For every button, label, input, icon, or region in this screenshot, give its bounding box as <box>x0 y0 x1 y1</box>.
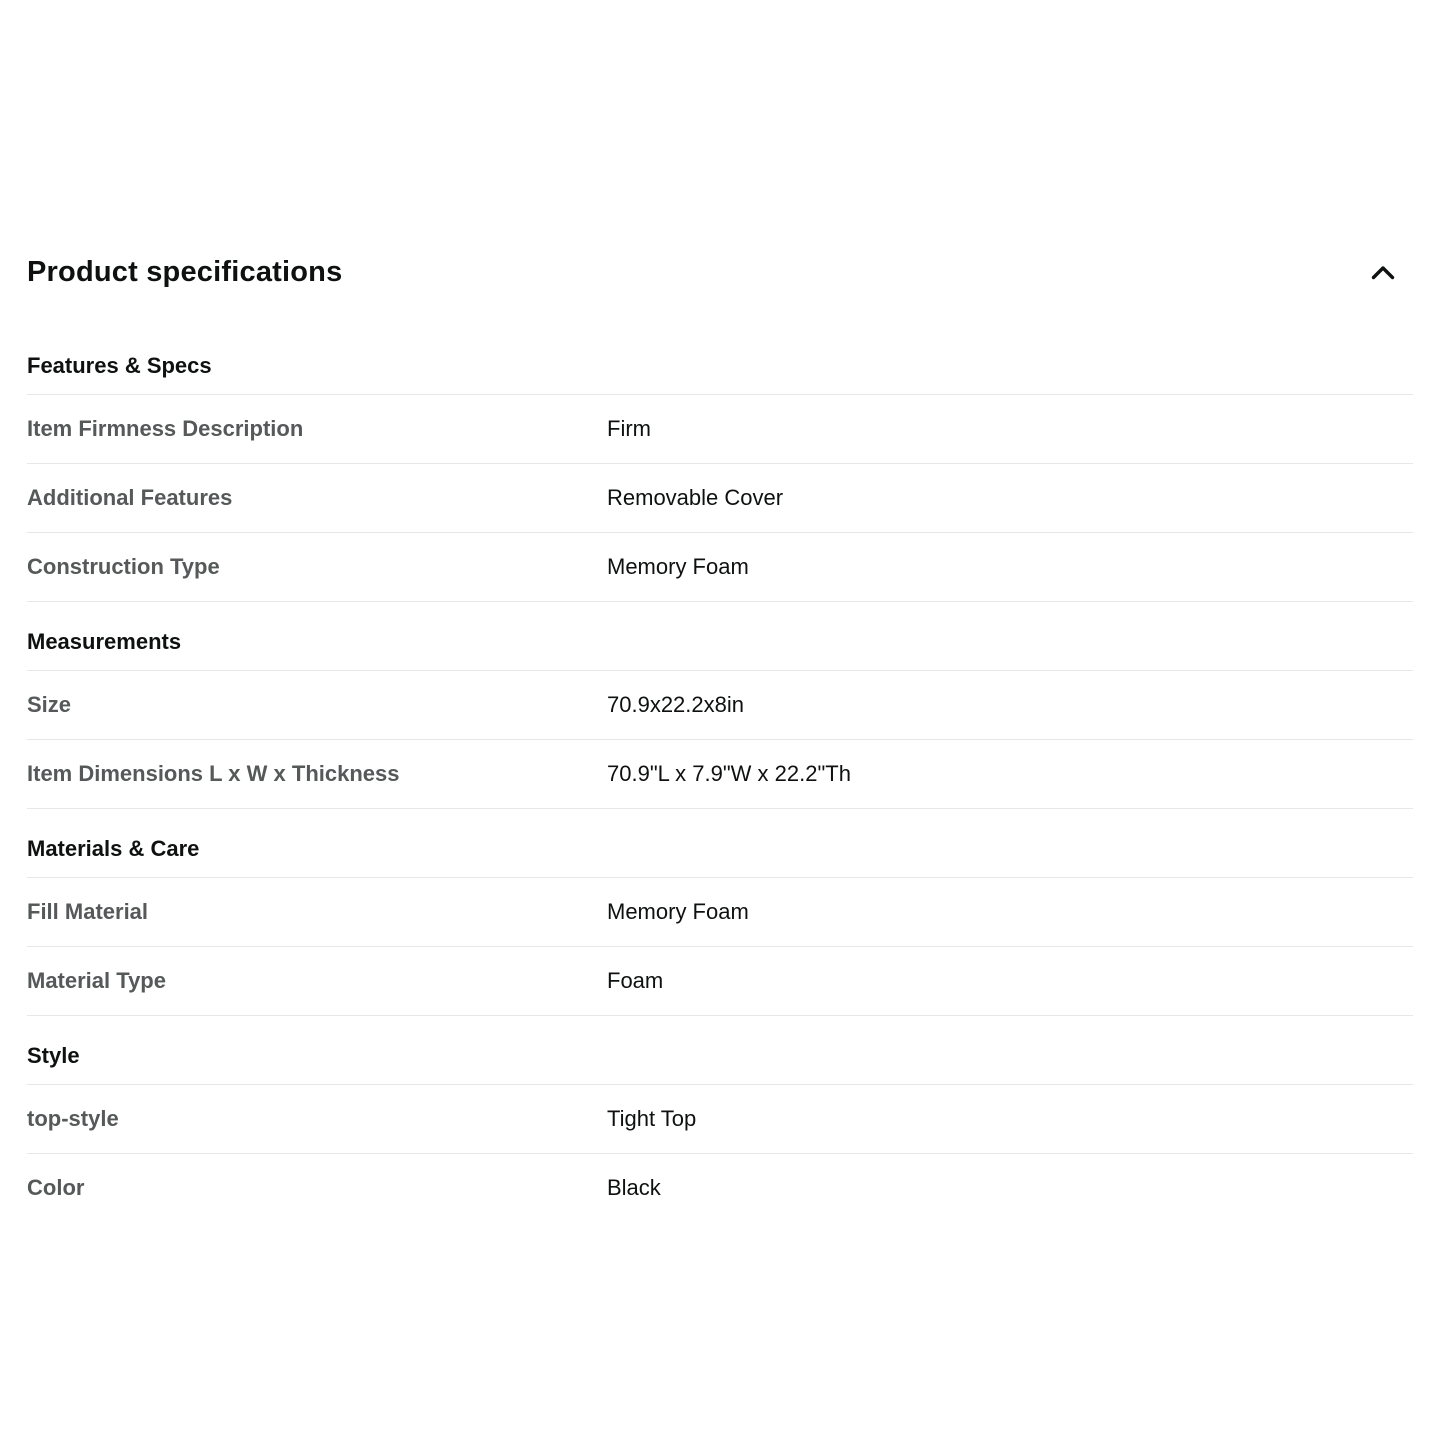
spec-label: Material Type <box>27 968 166 993</box>
spec-value: Firm <box>607 416 651 441</box>
spec-row <box>27 464 1413 533</box>
section-heading: Features & Specs <box>27 326 1413 395</box>
product-specifications-panel <box>0 250 1438 1222</box>
spec-label: Color <box>27 1175 85 1200</box>
spec-section <box>27 326 1413 602</box>
section-rows <box>27 395 1413 602</box>
page-title: Product specifications <box>27 256 343 288</box>
spec-value: Foam <box>607 968 664 993</box>
spec-value: Memory Foam <box>607 899 749 924</box>
spec-label: Fill Material <box>27 899 149 924</box>
section-heading: Materials & Care <box>27 809 1413 878</box>
spec-label: Item Dimensions L x W x Thickness <box>27 761 400 786</box>
spec-value: Black <box>607 1175 661 1200</box>
section-heading: Style <box>27 1016 1413 1085</box>
spec-label: Construction Type <box>27 554 220 579</box>
spec-value: Removable Cover <box>607 485 784 510</box>
spec-row <box>27 740 1413 809</box>
spec-row <box>27 671 1413 740</box>
spec-row <box>27 1154 1413 1222</box>
section-rows <box>27 1085 1413 1222</box>
spec-label: Item Firmness Description <box>27 416 304 441</box>
spec-row <box>27 395 1413 464</box>
section-heading: Measurements <box>27 602 1413 671</box>
spec-row <box>27 1085 1413 1154</box>
spec-value: 70.9x22.2x8in <box>607 692 744 717</box>
spec-value: Memory Foam <box>607 554 749 579</box>
spec-label: top-style <box>27 1106 119 1131</box>
section-rows <box>27 671 1413 809</box>
spec-value: Tight Top <box>607 1106 697 1131</box>
spec-row <box>27 533 1413 602</box>
spec-section <box>27 1016 1413 1222</box>
chevron-up-icon <box>1371 265 1395 280</box>
spec-section <box>27 809 1413 1016</box>
collapse-button[interactable] <box>1363 259 1403 286</box>
spec-label: Additional Features <box>27 485 233 510</box>
spec-label: Size <box>27 692 72 717</box>
panel-header <box>27 250 1413 294</box>
sections <box>27 326 1413 1222</box>
spec-section <box>27 602 1413 809</box>
spec-row <box>27 878 1413 947</box>
spec-row <box>27 947 1413 1016</box>
spec-value: 70.9"L x 7.9"W x 22.2"Th <box>607 761 851 786</box>
section-rows <box>27 878 1413 1016</box>
